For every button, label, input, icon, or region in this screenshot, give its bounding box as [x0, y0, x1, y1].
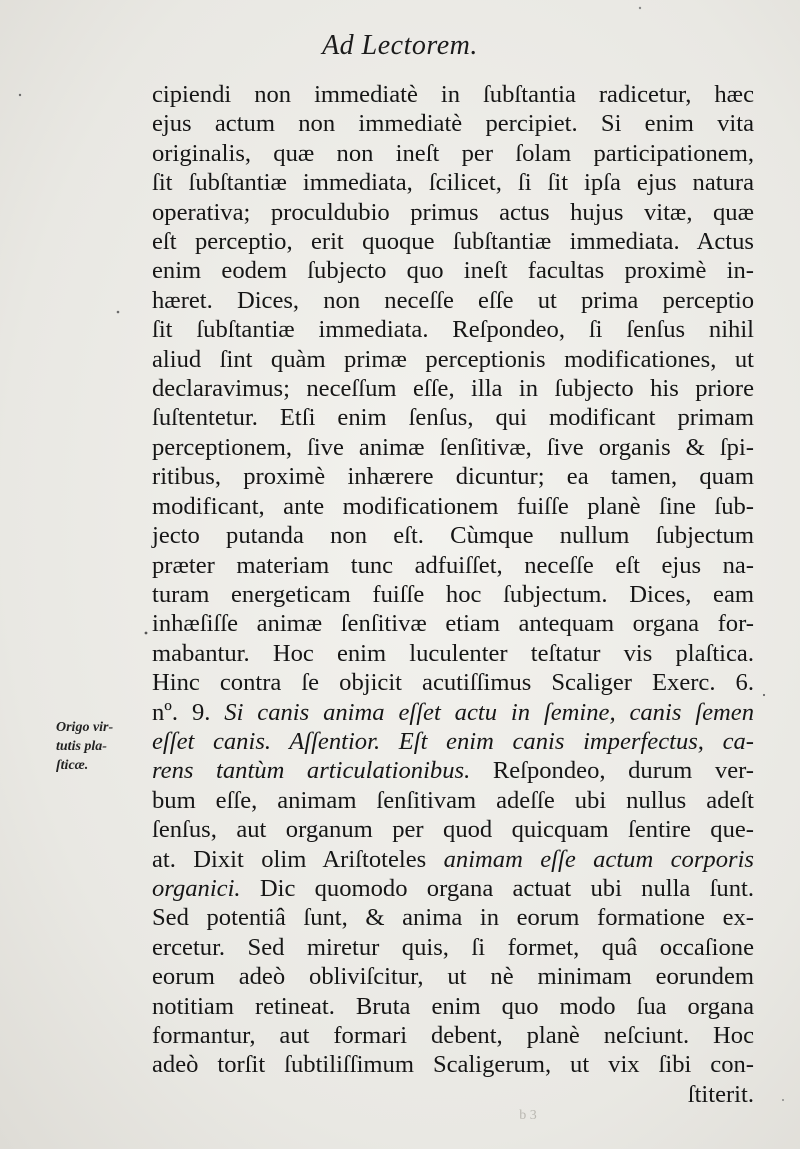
- text-segment: aliud ſint quàm primæ perceptionis modificationes, ut: [152, 345, 754, 373]
- text-line: [152, 639, 754, 668]
- text-line: [152, 315, 754, 344]
- ink-speck: [782, 1099, 784, 1101]
- italic-segment: eſſet canis. Aſſentior. Eſt enim canis imperfectus, ca-: [152, 727, 754, 755]
- text-segment: ritibus, proximè inhærere dicuntur; ea tamen, quam: [152, 463, 754, 491]
- text-segment: hæret. Dices, non neceſſe eſſe ut prima perceptio: [152, 286, 754, 314]
- margin-note-line: ſticæ.: [56, 758, 89, 773]
- text-line: [152, 668, 754, 697]
- ink-speck: [19, 94, 21, 96]
- text-line: [152, 168, 754, 197]
- text-segment: eſt perceptio, erit quoque ſubſtantiæ immediata. Actus: [152, 228, 754, 256]
- italic-segment: rens tantùm articulationibus.: [152, 757, 493, 785]
- text-line: [152, 756, 754, 785]
- italic-segment: organici.: [152, 874, 260, 902]
- text-segment: præter materiam tunc adfuiſſet, neceſſe eſt ejus na-: [152, 551, 754, 579]
- text-line: [152, 374, 754, 403]
- text-segment: Sed potentiâ ſunt, & anima in eorum formatione ex-: [152, 904, 754, 932]
- body-text: [152, 80, 754, 1109]
- text-segment: cipiendi non immediatè in ſubſtantia radicetur, hæc: [152, 81, 754, 108]
- text-segment: originalis, quæ non ineſt per ſolam participationem,: [152, 139, 754, 167]
- text-line: [152, 227, 754, 256]
- text-segment: bum eſſe, animam ſenſitivam adeſſe ubi nullus adeſt: [152, 786, 754, 814]
- text-line: [152, 962, 754, 991]
- text-segment: modificant, ante modificationem fuiſſe planè ſine ſub-: [152, 492, 754, 520]
- margin-note-line: tutis pla-: [56, 739, 107, 754]
- text-line: [152, 551, 754, 580]
- text-line: [152, 698, 754, 727]
- text-line: [152, 786, 754, 815]
- text-segment: at. Dixit olim Ariſtoteles: [152, 845, 444, 873]
- text-line: [152, 109, 754, 138]
- ink-speck: [145, 632, 148, 635]
- text-segment: operativa; proculdubio primus actus hujus vitæ, quæ: [152, 198, 754, 226]
- ink-speck: [117, 311, 120, 314]
- text-segment: adeò torſit ſubtiliſſimum Scaligerum, ut vix ſibi con-: [152, 1051, 754, 1079]
- text-line: [152, 874, 754, 903]
- text-line: [152, 580, 754, 609]
- text-segment: Hinc contra ſe objicit acutiſſimus Scaliger Exerc. 6.: [152, 669, 754, 697]
- text-segment: ſtiterit.: [687, 1080, 754, 1108]
- text-line: [152, 521, 754, 550]
- italic-segment: Si canis anima eſſet actu in ſemine, canis ſemen: [224, 698, 754, 726]
- text-segment: nº. 9.: [152, 698, 225, 726]
- text-segment: ſenſus, aut organum per quod quicquam ſentire que-: [152, 816, 754, 844]
- text-line: [152, 345, 754, 374]
- text-line: [152, 256, 754, 285]
- text-line: [152, 845, 754, 874]
- text-segment: formantur, aut formari debent, planè neſciunt. Hoc: [152, 1022, 754, 1049]
- text-line: [152, 1021, 754, 1050]
- text-line: [152, 403, 754, 432]
- text-segment: notitiam retineat. Bruta enim quo modo ſua organa: [152, 992, 754, 1020]
- text-segment: perceptionem, ſive animæ ſenſitivæ, ſive organis & ſpi-: [152, 433, 754, 461]
- text-line: [152, 903, 754, 932]
- text-segment: jecto putanda non eſt. Cùmque nullum ſubjectum: [152, 522, 754, 550]
- text-line: [152, 815, 754, 844]
- text-line: [152, 462, 754, 491]
- margin-note: [56, 718, 146, 775]
- text-segment: ejus actum non immediatè percipiet. Si enim vita: [152, 110, 754, 138]
- text-segment: Dic quomodo organa actuat ubi nulla ſunt.: [259, 874, 754, 902]
- text-line: [152, 286, 754, 315]
- text-segment: mabantur. Hoc enim luculenter teſtatur vis plaſtica.: [152, 639, 754, 667]
- text-segment: Reſpondeo, durum ver-: [492, 757, 754, 785]
- running-header: Ad Lectorem.: [322, 30, 478, 61]
- text-segment: ercetur. Sed miretur quis, ſi formet, quâ occaſione: [152, 933, 754, 961]
- signature-mark: b 3: [519, 1108, 537, 1123]
- italic-segment: animam eſſe actum corporis: [443, 845, 754, 873]
- text-line: [152, 1050, 754, 1079]
- margin-note-line: Origo vir-: [56, 720, 114, 735]
- text-segment: inhæſiſſe animæ ſenſitivæ etiam antequam organa for-: [152, 610, 754, 638]
- text-segment: declaravimus; neceſſum eſſe, illa in ſubjecto his priore: [152, 375, 754, 403]
- text-segment: ſit ſubſtantiæ immediata. Reſpondeo, ſi ſenſus nihil: [152, 316, 754, 344]
- text-line: [152, 198, 754, 227]
- text-line: [152, 933, 754, 962]
- text-line: [152, 609, 754, 638]
- text-segment: turam energeticam fuiſſe hoc ſubjectum. Dices, eam: [152, 580, 754, 608]
- text-segment: eorum adeò obliviſcitur, ut nè minimam eorundem: [152, 963, 754, 991]
- text-line: [152, 80, 754, 109]
- ink-speck: [639, 7, 641, 9]
- text-line: [152, 433, 754, 462]
- text-line: [152, 1080, 754, 1109]
- text-line: [152, 492, 754, 521]
- text-line: [152, 727, 754, 756]
- ink-speck: [763, 694, 765, 696]
- text-segment: enim eodem ſubjecto quo ineſt facultas proximè in-: [152, 257, 754, 285]
- text-segment: ſuſtentetur. Etſi enim ſenſus, qui modificant primam: [152, 404, 754, 432]
- text-segment: ſit ſubſtantiæ immediata, ſcilicet, ſi ſit ipſa ejus natura: [152, 169, 754, 197]
- text-line: [152, 139, 754, 168]
- text-line: [152, 992, 754, 1021]
